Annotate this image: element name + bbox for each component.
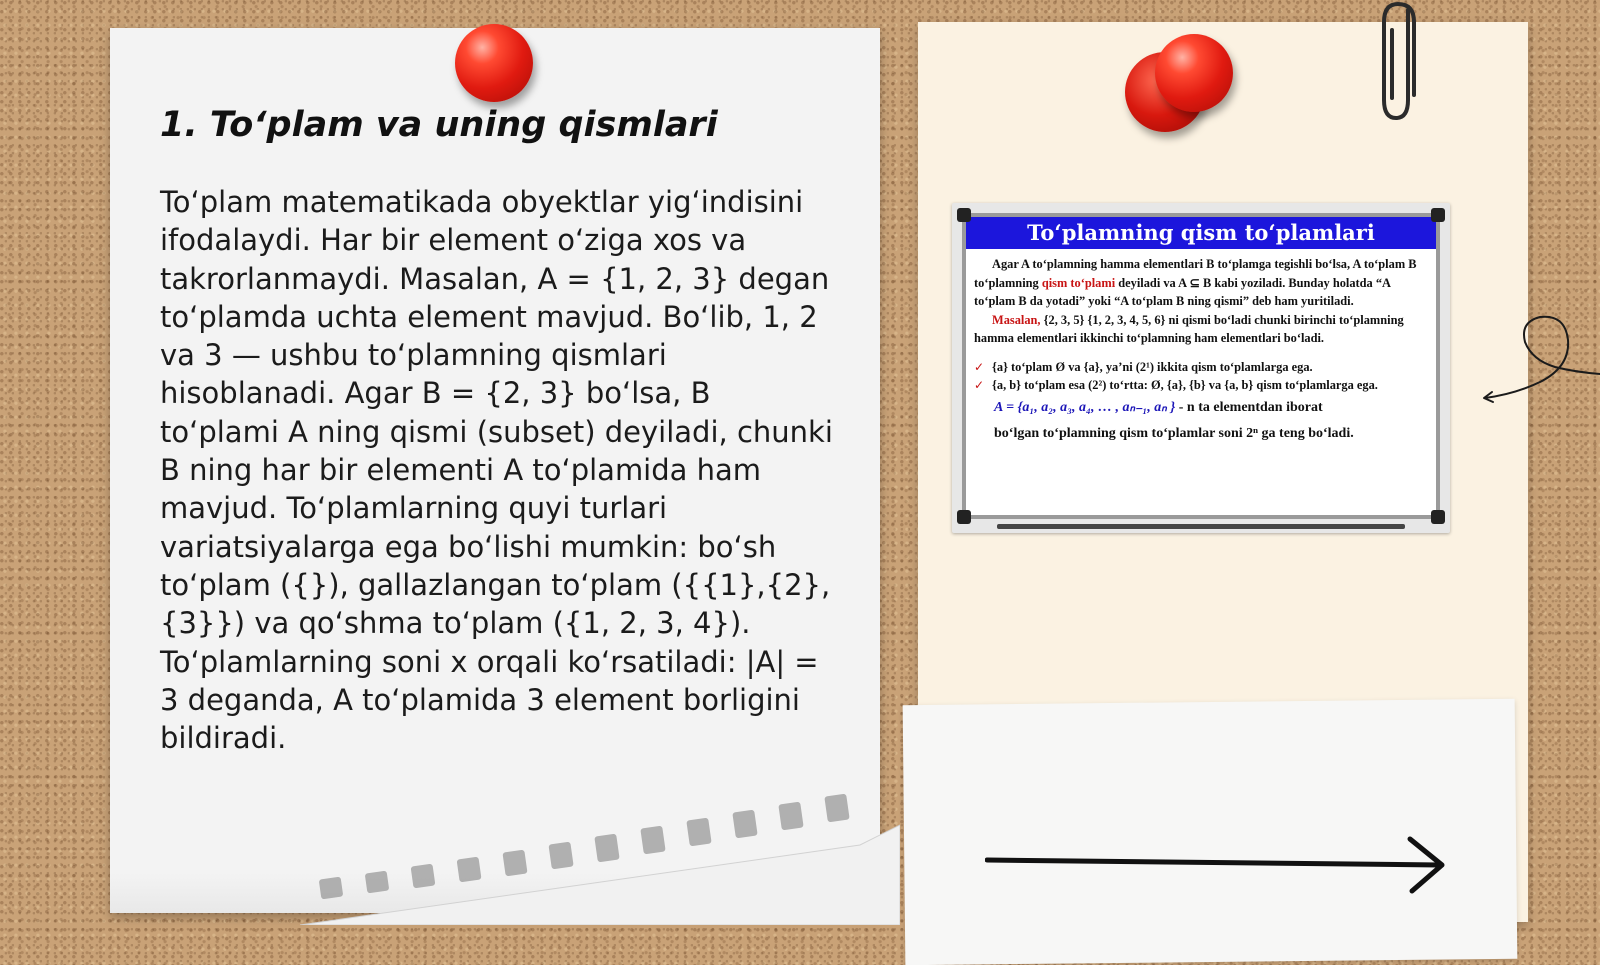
frame-corner	[957, 510, 971, 524]
slide-bullet-item	[974, 358, 1428, 377]
slide-formula-math: A = {a₁, a₂, a₃, a₄, … , aₙ₋₁, aₙ }	[994, 399, 1176, 415]
torn-notebook-strip	[300, 785, 900, 925]
slide-subset-count: bo‘lgan to‘plamning qism to‘plamlar soni 2ⁿ ga teng bo‘ladi.	[994, 426, 1354, 441]
slide-body	[966, 249, 1436, 444]
slide-formula-tail: - n ta elementdan iborat	[1175, 399, 1323, 415]
frame-corner	[957, 208, 971, 222]
slide-definition-end: deyiladi va A ⊆ B kabi yoziladi. Bunday holatda “A to‘plam B da yotadi” yoki “A to‘plam B ning qismi” deb ham yuritiladi.	[974, 275, 1391, 308]
slide-example-text: {2, 3, 5} {1, 2, 3, 4, 5, 6} ni qismi bo‘ladi chunki birinchi to‘plamning hamma elementlari ikkinchi to‘plamning ham elementlari bo‘ladi.	[974, 312, 1404, 345]
slide-formula	[994, 399, 1428, 418]
slide-bullet-list	[974, 358, 1428, 395]
checkmark-icon: ✓	[974, 359, 985, 374]
right-arrow-icon	[985, 835, 1450, 895]
slide-title: To‘plamning qism to‘plamlari	[966, 217, 1436, 249]
slide-example-label: Masalan,	[992, 312, 1041, 327]
left-note-paper	[110, 28, 880, 913]
squiggle-doodle-icon	[1480, 312, 1600, 412]
red-pushpin-icon	[455, 24, 533, 102]
frame-corner	[1431, 510, 1445, 524]
section-body-text: To‘plam matematikada obyektlar yig‘indisini ifodalaydi. Har bir element o‘ziga xos va takrorlanmaydi. Masalan, A = {1, 2, 3} degan to‘plamda uchta element mavjud. Bo‘lib, 1, 2 va 3 — ushbu to‘plamning qismlari hisoblanadi. Agar B = {2, 3} bo‘lsa, B to‘plami A ning qismi (subset) deyiladi, chunki B ning har bir elementi A to‘plamida ham mavjud. To‘plamlarning quyi turlari variatsiyalarga ega bo‘lishi mumkin: bo‘sh to‘plam ({}), gallazlangan to‘plam ({{1},{2},{3}}) va qo‘shma to‘plam ({1, 2, 3, 4}). To‘plamlarning soni x orqali ko‘rsatiladi: |A| = 3 deganda, A to‘plamida 3 element borligini bildiradi.	[160, 185, 833, 756]
section-heading: 1. To‘plam va uning qismlari	[160, 105, 718, 145]
slide-bullet-text: {a, b} to‘plam esa (2²) to‘rtta: Ø, {a}, {b} va {a, b} qism to‘plamlarga ega.	[992, 378, 1378, 392]
paperclip-icon	[1380, 0, 1420, 125]
slide-bullet-text: {a} to‘plam Ø va {a}, ya’ni (2¹) ikkita qism to‘plamlarga ega.	[992, 359, 1313, 374]
marker-tray	[997, 524, 1405, 529]
red-pushpin-icon	[1155, 34, 1233, 112]
slide-definition-highlight: qism to‘plami	[1041, 275, 1116, 290]
frame-corner	[1431, 208, 1445, 222]
slide-definition	[974, 255, 1428, 311]
whiteboard-frame	[962, 213, 1440, 519]
whiteboard-slide-image	[952, 203, 1450, 533]
slide-example	[974, 311, 1428, 348]
checkmark-icon: ✓	[974, 378, 985, 392]
slide-bullet-item	[974, 376, 1428, 395]
slide-definition-start: Agar A to‘plamning hamma elementlari B to‘plamga tegishli bo‘lsa, A to‘plam B to‘plamning	[974, 257, 1417, 290]
